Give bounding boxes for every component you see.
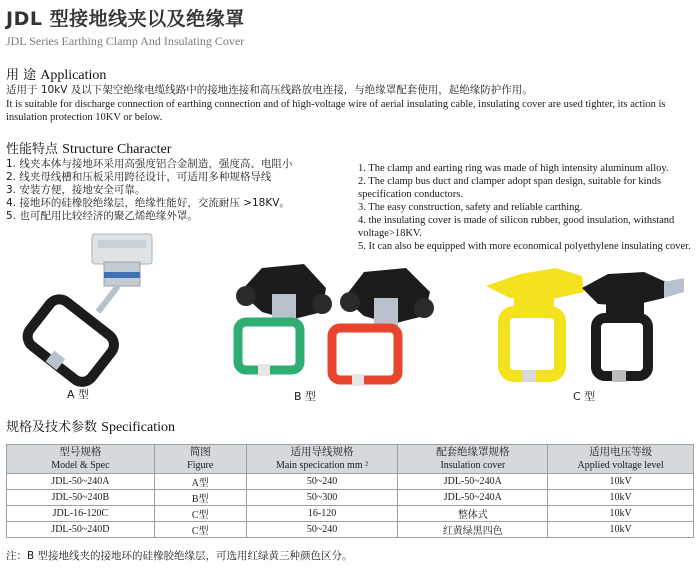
spec-col-voltage: 适用电压等级 Applied voltage level bbox=[548, 445, 694, 474]
features-heading bbox=[6, 138, 171, 158]
footnote: 注：B 型接地线夹的接地环的硅橡胶绝缘层，可选用红绿黄三种颜色区分。 bbox=[6, 550, 353, 562]
table-cell: C型 bbox=[154, 522, 246, 538]
table-cell: 10kV bbox=[548, 522, 694, 538]
spec-col-conductor: 适用导线规格 Main specication mm ² bbox=[246, 445, 398, 474]
feature-item-cn: 1. 线夹本体与接地环采用高强度铝合金制造，强度高、电阻小 bbox=[6, 158, 293, 170]
feature-item-cn: 3. 安装方便，接地安全可靠。 bbox=[6, 184, 146, 196]
table-row bbox=[7, 490, 694, 506]
table-cell: A型 bbox=[154, 474, 246, 490]
table-row bbox=[7, 522, 694, 538]
table-cell: 50~240 bbox=[246, 522, 398, 538]
table-cell: JDL-50~240A bbox=[7, 474, 155, 490]
table-cell: JDL-50~240A bbox=[398, 490, 548, 506]
table-cell: JDL-50~240B bbox=[7, 490, 155, 506]
clamp-a-image bbox=[20, 234, 152, 390]
product-figures bbox=[0, 228, 700, 408]
spec-table-wrapper bbox=[6, 444, 694, 538]
usage-heading-en: Application bbox=[40, 68, 107, 83]
table-cell: 红黄绿黑四色 bbox=[398, 522, 548, 538]
feature-item-cn: 4. 接地环的硅橡胶绝缘层，绝缘性能好，交流耐压 >18KV。 bbox=[6, 197, 290, 209]
table-cell: C型 bbox=[154, 506, 246, 522]
clamp-b-green-image bbox=[236, 264, 332, 376]
spec-table bbox=[6, 444, 694, 538]
table-cell: 50~240 bbox=[246, 474, 398, 490]
spec-col-model: 型号规格 Model & Spec bbox=[7, 445, 155, 474]
table-cell: 16-120 bbox=[246, 506, 398, 522]
page-title: JDL 型接地线夹以及绝缘罩 bbox=[6, 8, 245, 30]
table-cell: JDL-16-120C bbox=[7, 506, 155, 522]
feature-item-en: 2. The clamp bus duct and clamper adopt span design, suitable for kinds specification conductors. bbox=[358, 176, 662, 200]
figure-a-caption: A 型 bbox=[67, 388, 90, 401]
table-cell: 10kV bbox=[548, 490, 694, 506]
table-cell: 10kV bbox=[548, 506, 694, 522]
clamp-c-yellow-image bbox=[486, 268, 584, 382]
table-row bbox=[7, 474, 694, 490]
table-cell: B型 bbox=[154, 490, 246, 506]
feature-item-en: 1. The clamp and earting ring was made of high intensity aluminum alloy. bbox=[358, 163, 669, 174]
features-heading-cn: 性能特点 bbox=[6, 142, 59, 157]
usage-heading bbox=[6, 64, 106, 84]
feature-item-cn: 5. 也可配用比较经济的聚乙烯绝缘外罩。 bbox=[6, 210, 198, 222]
feature-item-cn: 2. 线夹母线槽和压板采用跨径设计，可适用多种规格导线 bbox=[6, 171, 272, 183]
spec-heading-cn: 规格及技术参数 bbox=[6, 420, 98, 435]
clamp-c-black-image bbox=[582, 272, 684, 382]
table-cell: 50~300 bbox=[246, 490, 398, 506]
table-cell: 10kV bbox=[548, 474, 694, 490]
table-row bbox=[7, 506, 694, 522]
figure-b-caption: B 型 bbox=[294, 390, 317, 403]
table-cell: 整体式 bbox=[398, 506, 548, 522]
spec-col-figure: 简图 Figure bbox=[154, 445, 246, 474]
features-heading-en: Structure Character bbox=[62, 142, 172, 157]
feature-item-en: 4. the insulating cover is made of silicon rubber, good insulation, withstand voltage>18KV. bbox=[358, 215, 675, 239]
usage-text-cn: 适用于 10kV 及以下架空绝缘电缆线路中的接地连接和高压线路放电连接，与绝缘罩配套使用，起绝缘防护作用。 bbox=[6, 84, 533, 96]
feature-item-en: 5. It can also be equipped with more economical polyethylene insulating cover. bbox=[358, 241, 691, 252]
usage-text-en: It is suitable for discharge connection of earthing connection and of high-voltage wire of aerial insulating cable, insulating cover are used tighter, its action is insulation protection 10KV or below. bbox=[6, 99, 666, 123]
usage-heading-cn: 用 途 bbox=[6, 68, 37, 83]
clamp-b-red-image bbox=[332, 268, 434, 386]
spec-table-header-row bbox=[7, 445, 694, 474]
table-cell: JDL-50~240A bbox=[398, 474, 548, 490]
spec-heading-en: Specification bbox=[101, 420, 176, 435]
page-subtitle: JDL Series Earthing Clamp And Insulating Cover bbox=[6, 34, 245, 48]
spec-col-insulation: 配套绝缘罩规格 Insulation cover bbox=[398, 445, 548, 474]
spec-heading bbox=[6, 416, 175, 436]
features-list-cn bbox=[6, 158, 346, 223]
feature-item-en: 3. The easy construction, safety and reliable carthing. bbox=[358, 202, 583, 213]
table-cell: JDL-50~240D bbox=[7, 522, 155, 538]
figure-c-caption: C 型 bbox=[573, 390, 596, 403]
